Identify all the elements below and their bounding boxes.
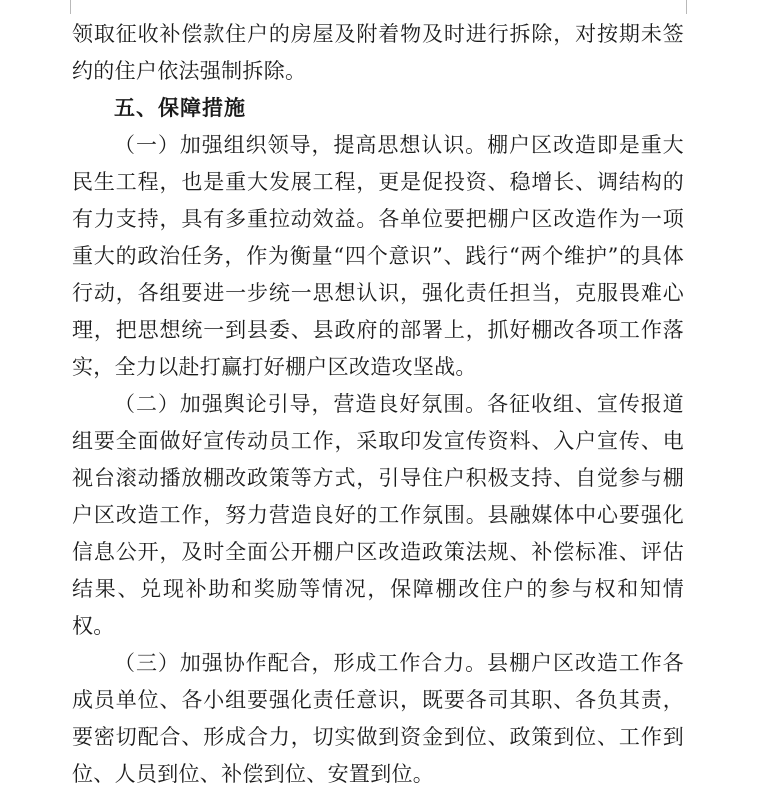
page-corner-mark-right: [686, 0, 687, 14]
section-heading: 五、保障措施: [114, 96, 246, 120]
paragraph-continuation: 领取征收补偿款住户的房屋及附着物及时进行拆除，对按期未签约的住户依法强制拆除。: [72, 22, 684, 83]
paragraph-coordination: （三）加强协作配合，形成工作合力。县棚户区改造工作各成员单位、各小组要强化责任意识，既要各司其职、各负其责，要密切配合、形成合力，切实做到资金到位、政策到位、工作到位、人员到位、补偿到位、安置到位。: [72, 651, 684, 786]
page-corner-mark-left: [70, 0, 71, 14]
document-body: [72, 16, 684, 793]
paragraph-public-opinion: （二）加强舆论引导，营造良好氛围。各征收组、宣传报道组要全面做好宣传动员工作，采取印发宣传资料、入户宣传、电视台滚动播放棚改政策等方式，引导住户积极支持、自觉参与棚户区改造工作，努力营造良好的工作氛围。县融媒体中心要强化信息公开，及时全面公开棚户区改造政策法规、补偿标准、评估结果、兑现补助和奖励等情况，保障棚改住户的参与权和知情权。: [72, 392, 684, 638]
paragraph-organization: （一）加强组织领导，提高思想认识。棚户区改造即是重大民生工程，也是重大发展工程，更是促投资、稳增长、调结构的有力支持，具有多重拉动效益。各单位要把棚户区改造作为一项重大的政治任务，作为衡量“四个意识”、践行“两个维护”的具体行动，各组要进一步统一思想认识，强化责任担当，克服畏难心理，把思想统一到县委、县政府的部署上，抓好棚改各项工作落实，全力以赴打赢打好棚户区改造攻坚战。: [72, 133, 684, 379]
